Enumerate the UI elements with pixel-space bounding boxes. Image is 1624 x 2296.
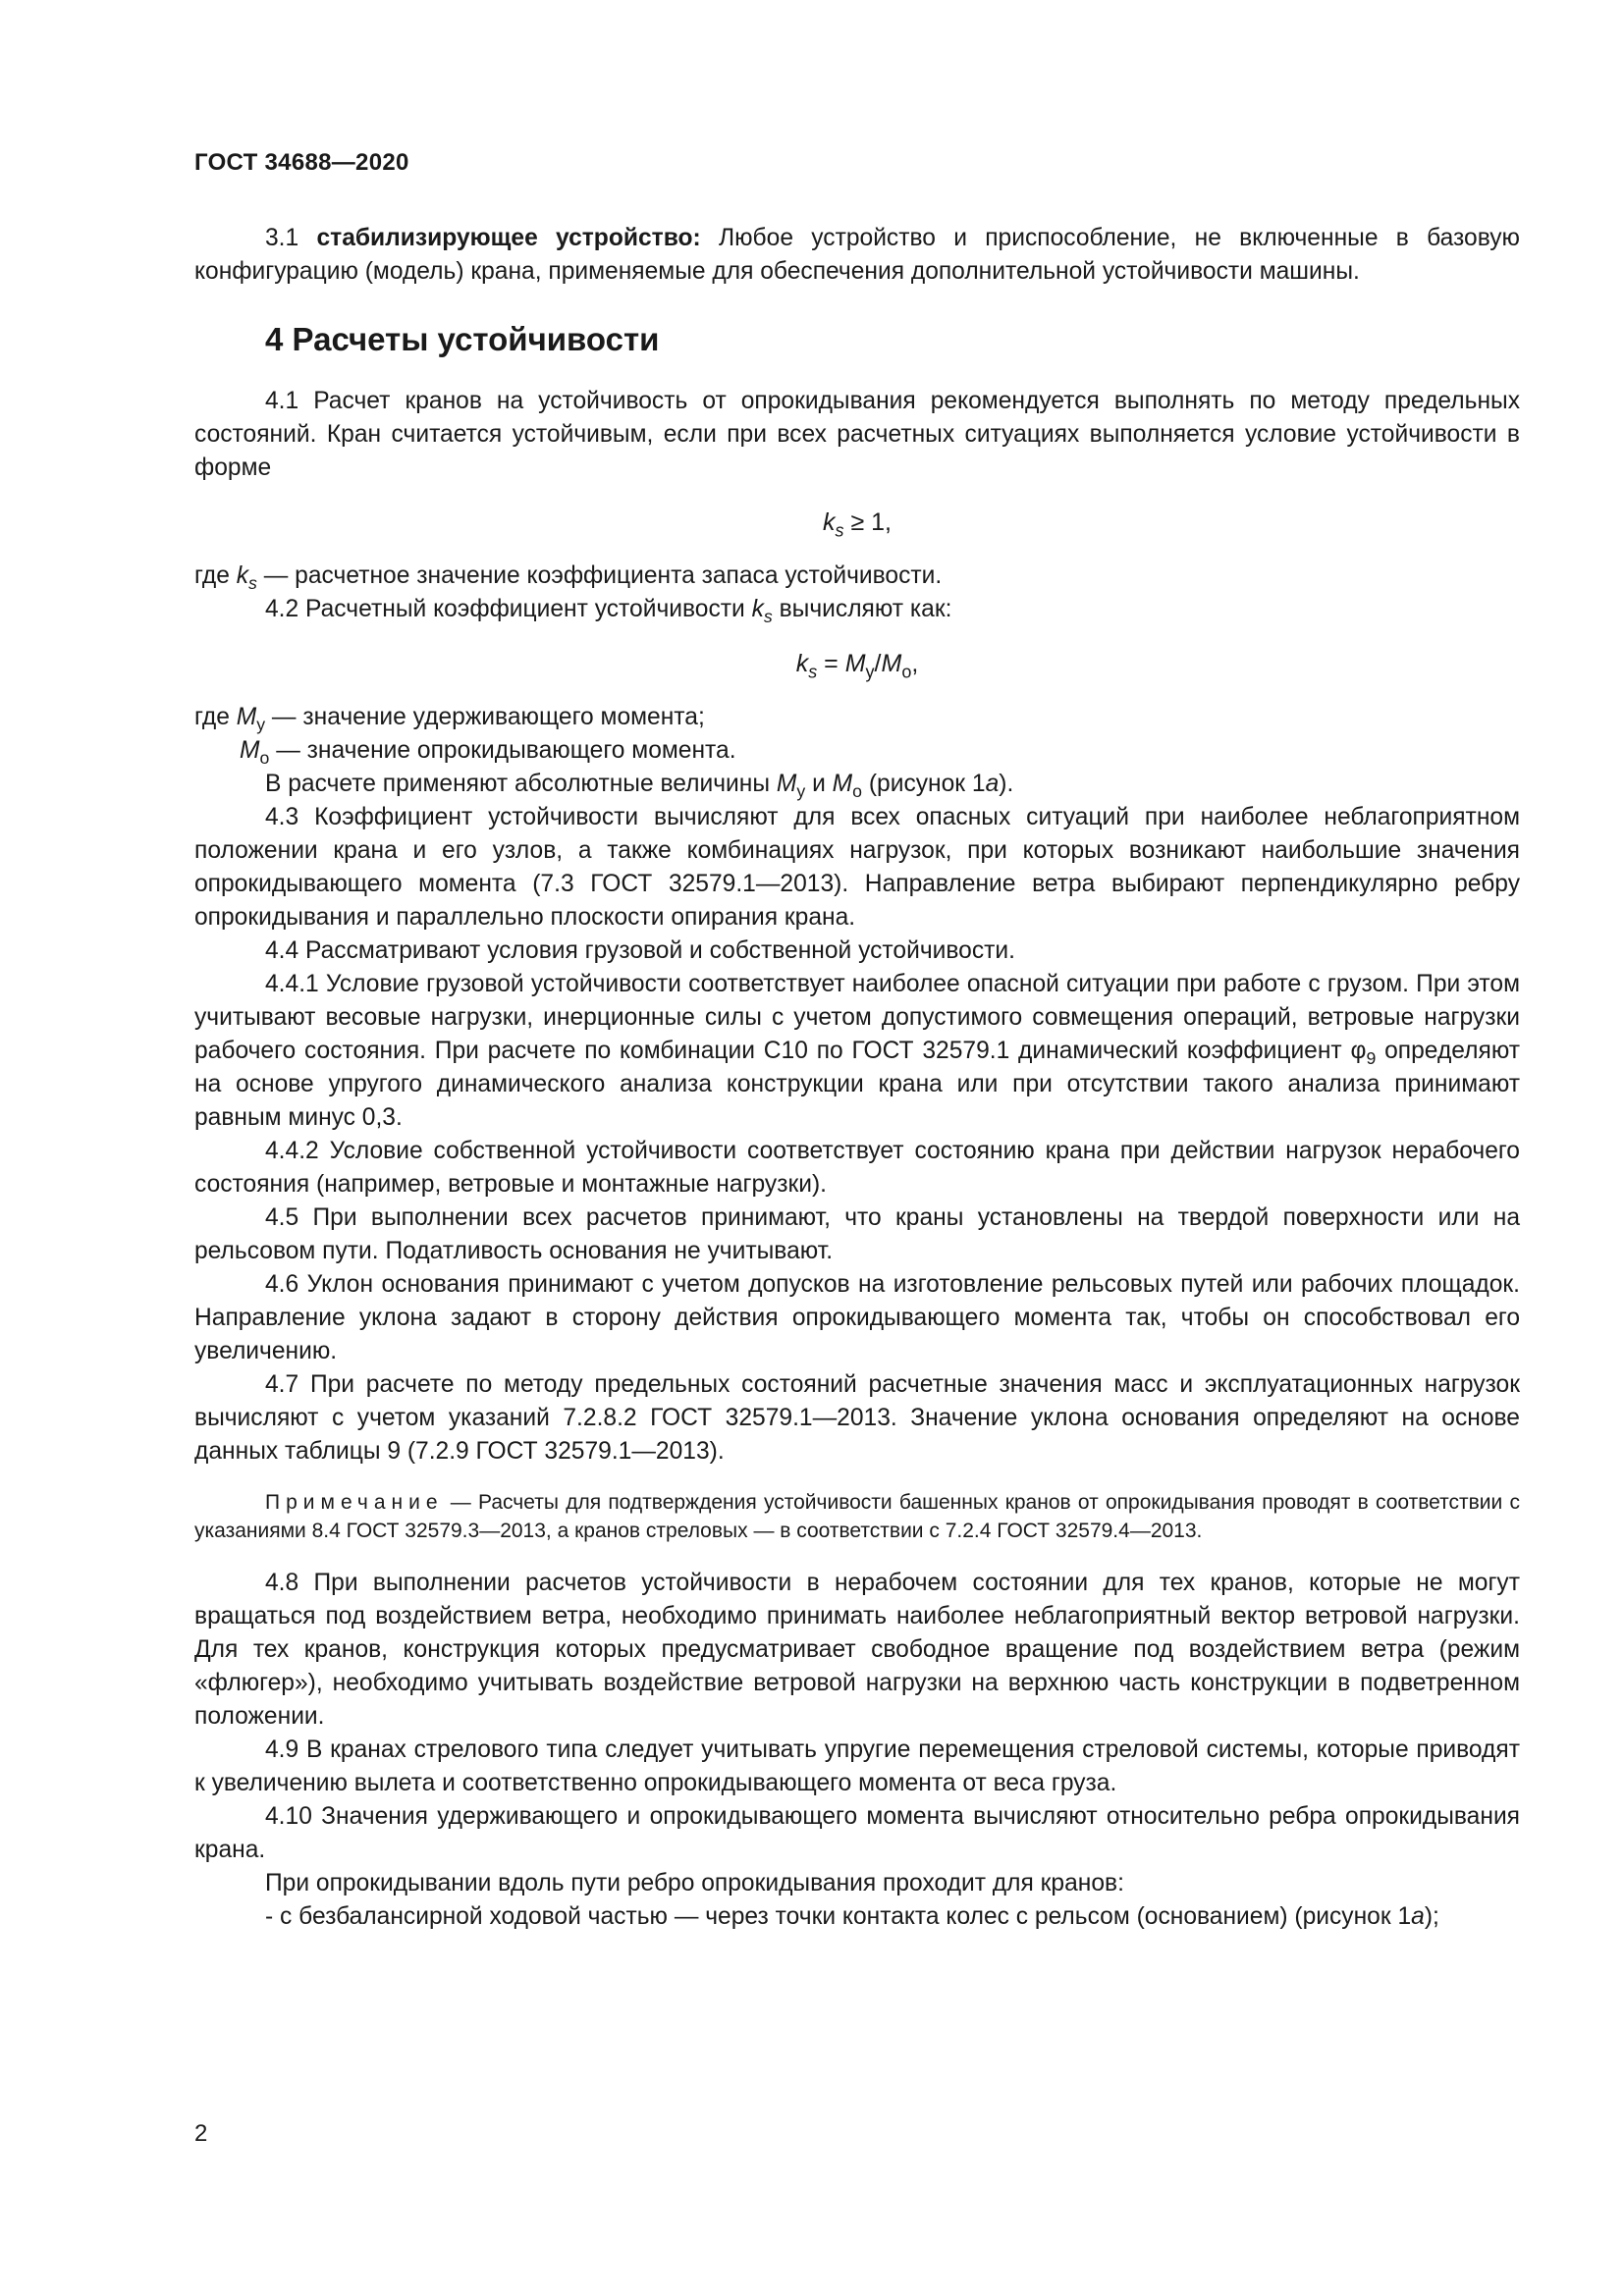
figure-letter: а — [1411, 1903, 1425, 1930]
formula-ks — [194, 644, 1520, 683]
clause-4-3: 4.3 Коэффициент устойчивости вычисляют для всех опасных ситуаций при наиболее неблагоприятном положении крана и его узлов, а также комбинациях нагрузок, при которых возникают наибольшие значения опрокидывающего момента (7.3 ГОСТ 32579.1—2013). Направление ветра выбирают перпендикулярно ребру опрокидывания и параллельно плоскости опирания крана. — [194, 804, 1520, 931]
where-mo — [194, 734, 1520, 768]
symbol-m: M — [844, 650, 866, 677]
note-label: Примечание — [265, 1491, 444, 1514]
clause-text: определяют на основе упругого динамического анализа конструкции крана или при отсутствии такого анализа принимают равным минус 0,3. — [194, 1038, 1520, 1131]
formula-stability-condition — [194, 503, 1520, 542]
note — [194, 1488, 1520, 1545]
clause-4-4-1 — [194, 968, 1520, 1135]
subscript-9: 9 — [1366, 1048, 1377, 1069]
symbol-m: M — [832, 771, 853, 797]
document-body — [194, 222, 1520, 1934]
subscript-y: у — [256, 715, 266, 735]
subscript-y: у — [796, 781, 806, 802]
subscript-s: s — [763, 607, 773, 627]
symbol-k: k — [795, 650, 809, 677]
subscript-y: у — [865, 662, 875, 682]
symbol-m: M — [240, 737, 260, 764]
clause-4-4: 4.4 Рассматривают условия грузовой и собственной устойчивости. — [265, 937, 1015, 964]
where-my — [194, 701, 1520, 734]
clause-4-9: 4.9 В кранах стрелового типа следует учитывать упругие перемещения стреловой системы, которые приводят к увеличению вылета и соответственно опрокидывающего момента от веса груза. — [194, 1736, 1520, 1796]
conjunction: и — [805, 771, 833, 797]
section-heading: 4 Расчеты устойчивости — [265, 321, 660, 357]
clause-4-8: 4.8 При выполнении расчетов устойчивости в нерабочем состоянии для тех кранов, которые не могут вращаться под воздействием ветра, необходимо принимать наиболее неблагоприятный вектор ветровой нагрузки. Для тех кранов, конструкция которых предусматривает свободное вращение под воздействием ветра (режим «флюгер»), необходимо учитывать воздействие ветровой нагрузки на верхнюю часть конструкции в подветренном положении. — [194, 1570, 1520, 1730]
symbol-phi: φ — [1350, 1038, 1367, 1064]
list-item — [194, 1900, 1520, 1934]
formula-comma: , — [911, 650, 919, 677]
symbol-m: M — [776, 771, 797, 797]
clause-4-4-2: 4.4.2 Условие собственной устойчивости соответствует состоянию крана при действии нагрузок нерабочего состояния (например, ветровые и монтажные нагрузки). — [194, 1138, 1520, 1198]
clause-text: 4.4.1 Условие грузовой устойчивости соответствует наиболее опасной ситуации при работе с грузом. При этом учитывают весовые нагрузки, инерционные силы с учетом допустимого совмещения операций, ветровые нагрузки рабочего состояния. При расчете по комбинации С10 по ГОСТ 32579.1 динамический коэффициент — [194, 971, 1520, 1064]
clause-4-10: 4.10 Значения удерживающего и опрокидывающего момента вычисляют относительно ребра опрокидывания крана. — [194, 1803, 1520, 1863]
subscript-o: о — [901, 662, 912, 682]
where-label: где — [194, 704, 237, 730]
page-number: 2 — [194, 2120, 208, 2147]
clause-text: вычисляют как: — [772, 596, 952, 622]
punctuation: ); — [1424, 1903, 1439, 1930]
subscript-s: s — [808, 662, 818, 682]
clause-4-2 — [194, 593, 1520, 626]
absolute-values-note — [194, 768, 1520, 801]
where-ks — [194, 560, 1520, 593]
subscript-o: о — [852, 781, 862, 802]
note-text: — Расчеты для подтверждения устойчивости башенных кранов от опрокидывания проводят в соответствии с указаниями 8.4 ГОСТ 32579.3—2013, а кранов стреловых — в соответствии с 7.2.4 ГОСТ 32579.4—2013. — [194, 1491, 1520, 1542]
term-text: Любое устройство и приспособление, не включенные в базовую конфигурацию (модель) крана, применяемые для обеспечения дополнительной устойчивости машины. — [194, 225, 1520, 285]
clause-4-10-intro: При опрокидывании вдоль пути ребро опрокидывания проходит для кранов: — [265, 1870, 1124, 1896]
clause-4-1: 4.1 Расчет кранов на устойчивость от опрокидывания рекомендуется выполнять по методу предельных состояний. Кран считается устойчивым, если при всех расчетных ситуациях выполняется условие устойчивости в форме — [194, 388, 1520, 481]
where-text: — расчетное значение коэффициента запаса устойчивости. — [256, 562, 943, 589]
where-text: — значение удерживающего момента; — [265, 704, 705, 730]
term-definition: стабилизирующее устройство: — [316, 225, 701, 251]
symbol-m: M — [236, 704, 257, 730]
where-label: где — [194, 562, 237, 589]
symbol-m: M — [881, 650, 902, 677]
punctuation: ). — [999, 771, 1014, 797]
formula-rest: ≥ 1, — [843, 508, 892, 536]
clause-4-6: 4.6 Уклон основания принимают с учетом допусков на изготовление рельсовых путей или рабочих площадок. Направление уклона задают в сторону действия опрокидывающего момента так, чтобы он способствовал его увеличению. — [194, 1271, 1520, 1364]
clause-text: В расчете применяют абсолютные величины — [265, 771, 777, 797]
subscript-o: о — [259, 748, 270, 769]
clause-3-1 — [194, 222, 1520, 289]
clause-4-7: 4.7 При расчете по методу предельных состояний расчетные значения масс и эксплуатационных нагрузок вычисляют с учетом указаний 7.2.8.2 ГОСТ 32579.1—2013. Значение уклона основания определяют на основе данных таблицы 9 (7.2.9 ГОСТ 32579.1—2013). — [194, 1371, 1520, 1465]
where-text: — значение опрокидывающего момента. — [269, 737, 736, 764]
clause-4-5: 4.5 При выполнении всех расчетов принимают, что краны установлены на твердой поверхности или на рельсовом пути. Податливость основания не учитывают. — [194, 1204, 1520, 1264]
clause-number: 3.1 — [265, 225, 299, 251]
symbol-k: k — [751, 596, 764, 622]
symbol-k: k — [236, 562, 249, 589]
document-header: ГОСТ 34688—2020 — [194, 149, 409, 176]
clause-text: 4.2 Расчетный коэффициент устойчивости — [265, 596, 752, 622]
equals-sign: = — [817, 650, 845, 677]
subscript-s: s — [248, 573, 257, 594]
division-slash: / — [874, 650, 882, 677]
figure-letter: а — [985, 771, 1000, 797]
symbol-k: k — [823, 508, 836, 536]
subscript-s: s — [835, 520, 844, 541]
figure-ref: (рисунок 1 — [862, 771, 986, 797]
list-item-text: - с безбалансирной ходовой частью — через точки контакта колес с рельсом (основанием) (рисунок 1 — [265, 1903, 1412, 1930]
